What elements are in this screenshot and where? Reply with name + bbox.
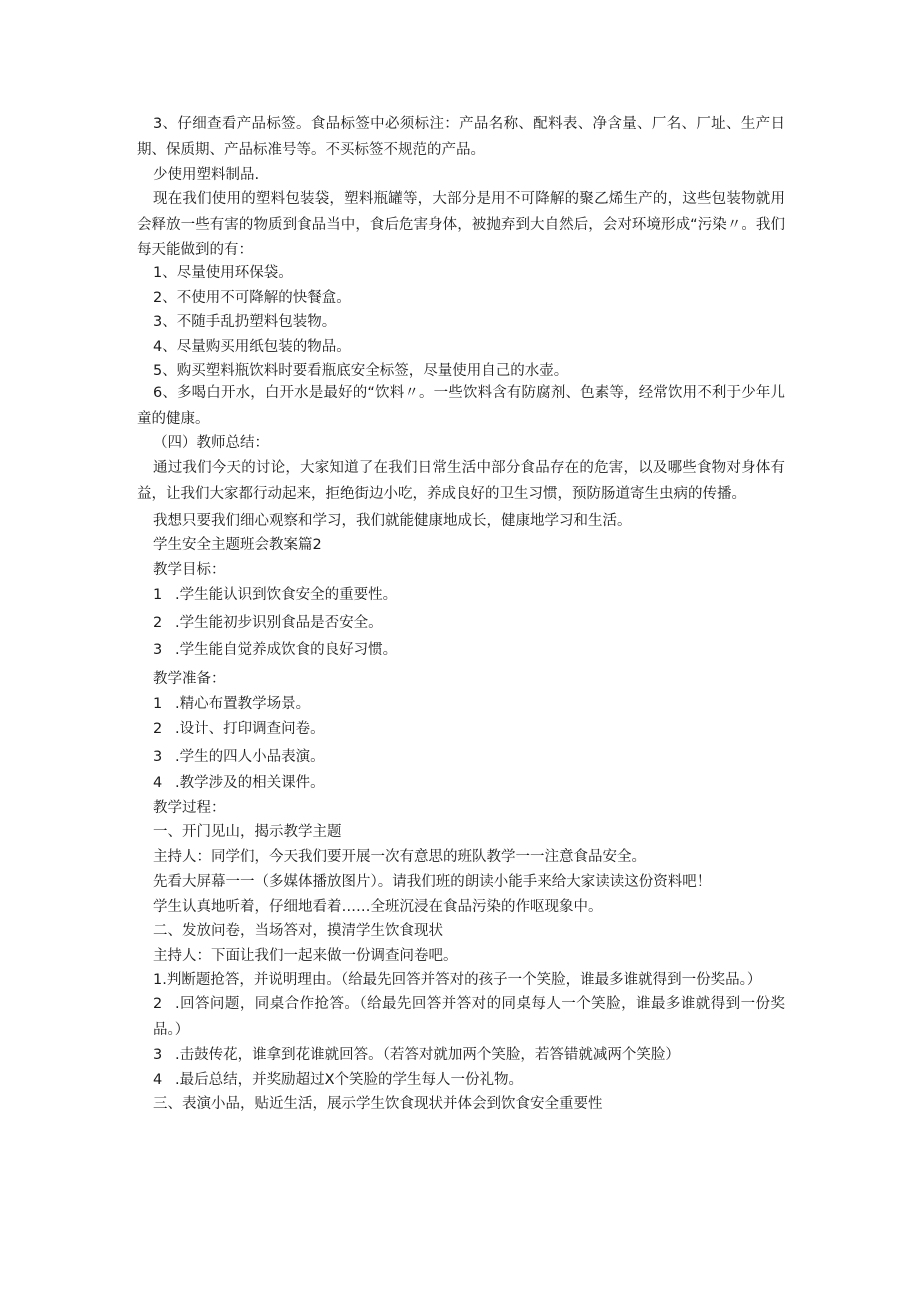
section-heading-step-3: 三、表演小品，贴近生活，展示学生饮食现状并体会到饮食安全重要性	[153, 1096, 603, 1112]
section-heading-teacher-summary: （四）教师总结：	[153, 435, 269, 451]
list-text: .学生能初步识别食品是否安全。	[175, 615, 383, 631]
list-number: 3	[153, 1047, 163, 1063]
section-heading-goals: 教学目标：	[153, 562, 226, 578]
paragraph-host-1: 主持人：同学们，今天我们要开展一次有意思的班队教学一一注意食品安全。	[153, 849, 646, 865]
list-number: 2	[153, 721, 163, 737]
list-text: .学生能认识到饮食安全的重要性。	[175, 587, 398, 603]
list-number: 2	[153, 615, 163, 631]
list-text: .学生的四人小品表演。	[175, 749, 325, 765]
list-item	[153, 992, 785, 1043]
list-item	[153, 1045, 680, 1065]
list-item: 3、不随手乱扔塑料包装物。	[153, 314, 337, 330]
list-item: 1、尽量使用环保袋。	[153, 265, 293, 281]
list-number: 1	[153, 587, 163, 603]
list-number: 3	[153, 642, 163, 658]
paragraph-host-2: 主持人：下面让我们一起来做一份调查问卷吧。	[153, 948, 458, 964]
list-text: .回答问题，同桌合作抢答。（给最先回答并答对的同桌每人一个笑脸，谁最多谁就得到一份奖品。）	[153, 996, 785, 1038]
list-item	[153, 1070, 523, 1090]
paragraph-summary: 通过我们今天的讨论，大家知道了在我们日常生活中部分食品存在的危害，以及哪些食物对身体有益，让我们大家都行动起来，拒绝街边小吃，养成良好的卫生习惯，预防肠道寄生虫病的传播。	[137, 460, 785, 502]
list-item: 4、尽量购买用纸包装的物品。	[153, 339, 351, 355]
list-item	[153, 613, 383, 633]
list-item: 2、不使用不可降解的快餐盒。	[153, 290, 351, 306]
list-item	[153, 719, 325, 739]
document-section-title: 学生安全主题班会教案篇2	[153, 537, 322, 553]
list-text: .最后总结，并奖励超过X个笑脸的学生每人一份礼物。	[175, 1072, 524, 1088]
list-number: 3	[153, 749, 163, 765]
section-heading-process: 教学过程：	[153, 800, 226, 816]
list-number: 4	[153, 1072, 163, 1088]
list-text: .教学涉及的相关课件。	[175, 775, 325, 791]
list-item: 1.判断题抢答，并说明理由。（给最先回答并答对的孩子一个笑脸，谁最多谁就得到一份奖品。）	[153, 972, 762, 988]
paragraph-students: 学生认真地听着，仔细地看着……全班沉浸在食品污染的作呕现象中。	[153, 899, 603, 915]
list-item: 5、购买塑料瓶饮料时要看瓶底安全标签，尽量使用自己的水壶。	[153, 363, 569, 379]
list-text: .学生能自觉养成饮食的良好习惯。	[175, 642, 398, 658]
list-item	[153, 694, 310, 714]
list-item	[153, 747, 325, 767]
list-item: 6、多喝白开水，白开水是最好的“饮料〃。一些饮料含有防腐剂、色素等，经常饮用不利于少年儿童的健康。	[137, 385, 785, 427]
list-item	[153, 585, 397, 605]
section-heading-preparation: 教学准备：	[153, 671, 226, 687]
list-number: 1	[153, 696, 163, 712]
list-text: .设计、打印调查问卷。	[175, 721, 325, 737]
list-number: 4	[153, 775, 163, 791]
list-item	[153, 773, 325, 793]
section-heading-step-2: 二、发放问卷，当场答对，摸清学生饮食现状	[153, 923, 443, 939]
section-heading-step-1: 一、开门见山，揭示教学主题	[153, 824, 342, 840]
paragraph-plastic-packaging: 现在我们使用的塑料包装袋，塑料瓶罐等，大部分是用不可降解的聚乙烯生产的，这些包装物就用会释放一些有害的物质到食品当中，食后危害身体，被抛弃到大自然后，会对环境形成“污染〃。我们每天能做到的有：	[137, 191, 785, 258]
list-item	[153, 640, 397, 660]
list-number: 2	[153, 996, 163, 1012]
list-text: .精心布置教学场景。	[175, 696, 311, 712]
paragraph-label-check: 3、仔细查看产品标签。食品标签中必须标注：产品名称、配料表、净含量、厂名、厂址、生产日期、保质期、产品标准号等。不买标签不规范的产品。	[137, 116, 785, 158]
paragraph-screen: 先看大屏幕一一（多媒体播放图片）。请我们班的朗读小能手来给大家读读这份资料吧！	[153, 874, 712, 890]
list-text: .击鼓传花，谁拿到花谁就回答。（若答对就加两个笑脸，若答错就减两个笑脸）	[175, 1047, 680, 1063]
paragraph-less-plastic: 少使用塑料制品.	[153, 167, 260, 183]
paragraph-closing: 我想只要我们细心观察和学习，我们就能健康地成长，健康地学习和生活。	[153, 513, 632, 529]
